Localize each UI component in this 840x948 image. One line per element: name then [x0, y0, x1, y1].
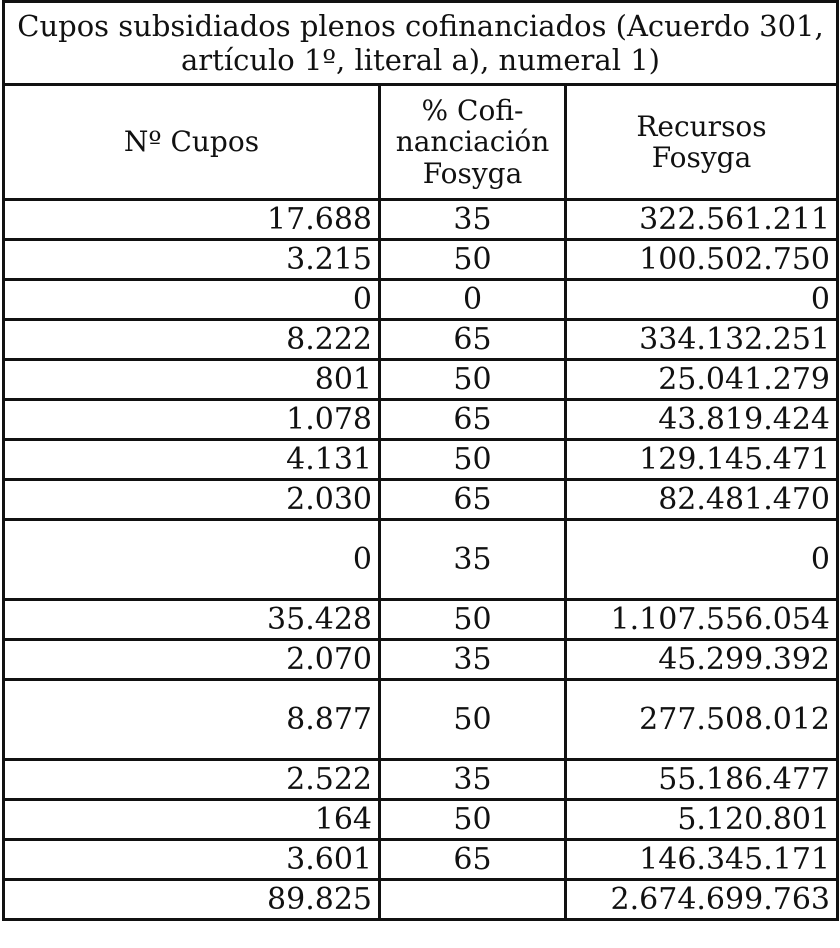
cell-cupos: 164	[4, 800, 380, 840]
total-row	[4, 880, 838, 920]
table-row	[4, 360, 838, 400]
cell-pct: 35	[380, 760, 566, 800]
table-row	[4, 440, 838, 480]
table-title-line2: artículo 1º, literal a), numeral 1)	[181, 43, 660, 77]
cell-recursos: 146.345.171	[566, 840, 838, 880]
cell-recursos: 5.120.801	[566, 800, 838, 840]
cell-pct: 50	[380, 440, 566, 480]
table-row	[4, 800, 838, 840]
cell-recursos: 0	[566, 280, 838, 320]
title-row	[4, 2, 838, 85]
cell-pct: 50	[380, 240, 566, 280]
header-pct-line1: % Cofi-	[421, 93, 524, 127]
total-pct	[380, 880, 566, 920]
cell-pct: 0	[380, 280, 566, 320]
cell-recursos: 43.819.424	[566, 400, 838, 440]
cell-recursos: 82.481.470	[566, 480, 838, 520]
table-title-line1: Cupos subsidiados plenos cofinanciados (Acuerdo 301,	[17, 8, 824, 43]
header-cupos	[4, 85, 380, 200]
cell-pct: 35	[380, 640, 566, 680]
cell-pct: 50	[380, 600, 566, 640]
cell-recursos: 100.502.750	[566, 240, 838, 280]
header-recursos-line2: Fosyga	[651, 141, 752, 174]
cell-recursos: 45.299.392	[566, 640, 838, 680]
cell-cupos: 8.877	[4, 680, 380, 760]
cell-pct: 65	[380, 840, 566, 880]
cell-pct: 50	[380, 800, 566, 840]
table-row	[4, 320, 838, 360]
cell-cupos: 0	[4, 280, 380, 320]
cell-pct: 65	[380, 320, 566, 360]
header-recursos-fosyga	[566, 85, 838, 200]
cell-cupos: 35.428	[4, 600, 380, 640]
cell-recursos: 322.561.211	[566, 200, 838, 240]
cell-pct: 50	[380, 360, 566, 400]
cell-pct: 35	[380, 200, 566, 240]
table-row	[4, 640, 838, 680]
cell-pct: 65	[380, 480, 566, 520]
cell-cupos: 0	[4, 520, 380, 600]
cell-cupos: 4.131	[4, 440, 380, 480]
header-pct-line3: Fosyga	[422, 156, 523, 190]
subsidized-quota-table	[2, 0, 839, 921]
header-cupos-label: Nº Cupos	[123, 125, 260, 159]
cell-recursos: 55.186.477	[566, 760, 838, 800]
table-row	[4, 280, 838, 320]
header-row	[4, 85, 838, 200]
cell-recursos: 1.107.556.054	[566, 600, 838, 640]
cell-cupos: 3.215	[4, 240, 380, 280]
table-row	[4, 200, 838, 240]
cell-recursos: 277.508.012	[566, 680, 838, 760]
table-row	[4, 240, 838, 280]
header-pct-line2: nanciación	[395, 125, 550, 159]
cell-cupos: 8.222	[4, 320, 380, 360]
cell-cupos: 2.070	[4, 640, 380, 680]
header-recursos-line1: Recursos	[636, 109, 767, 143]
cell-recursos: 0	[566, 520, 838, 600]
cell-pct: 35	[380, 520, 566, 600]
cell-recursos: 25.041.279	[566, 360, 838, 400]
total-recursos: 2.674.699.763	[566, 880, 838, 920]
total-cupos: 89.825	[4, 880, 380, 920]
table-row	[4, 760, 838, 800]
cell-pct: 65	[380, 400, 566, 440]
cell-cupos: 801	[4, 360, 380, 400]
table-row	[4, 400, 838, 440]
cell-cupos: 1.078	[4, 400, 380, 440]
cell-recursos: 334.132.251	[566, 320, 838, 360]
header-pct-cofinanciacion	[380, 85, 566, 200]
cell-cupos: 2.522	[4, 760, 380, 800]
cell-cupos: 17.688	[4, 200, 380, 240]
table-row	[4, 600, 838, 640]
table-title	[4, 2, 838, 85]
table-row	[4, 840, 838, 880]
table-row	[4, 480, 838, 520]
cell-cupos: 2.030	[4, 480, 380, 520]
cell-pct: 50	[380, 680, 566, 760]
cell-recursos: 129.145.471	[566, 440, 838, 480]
cell-cupos: 3.601	[4, 840, 380, 880]
table-row	[4, 680, 838, 760]
table-row	[4, 520, 838, 600]
